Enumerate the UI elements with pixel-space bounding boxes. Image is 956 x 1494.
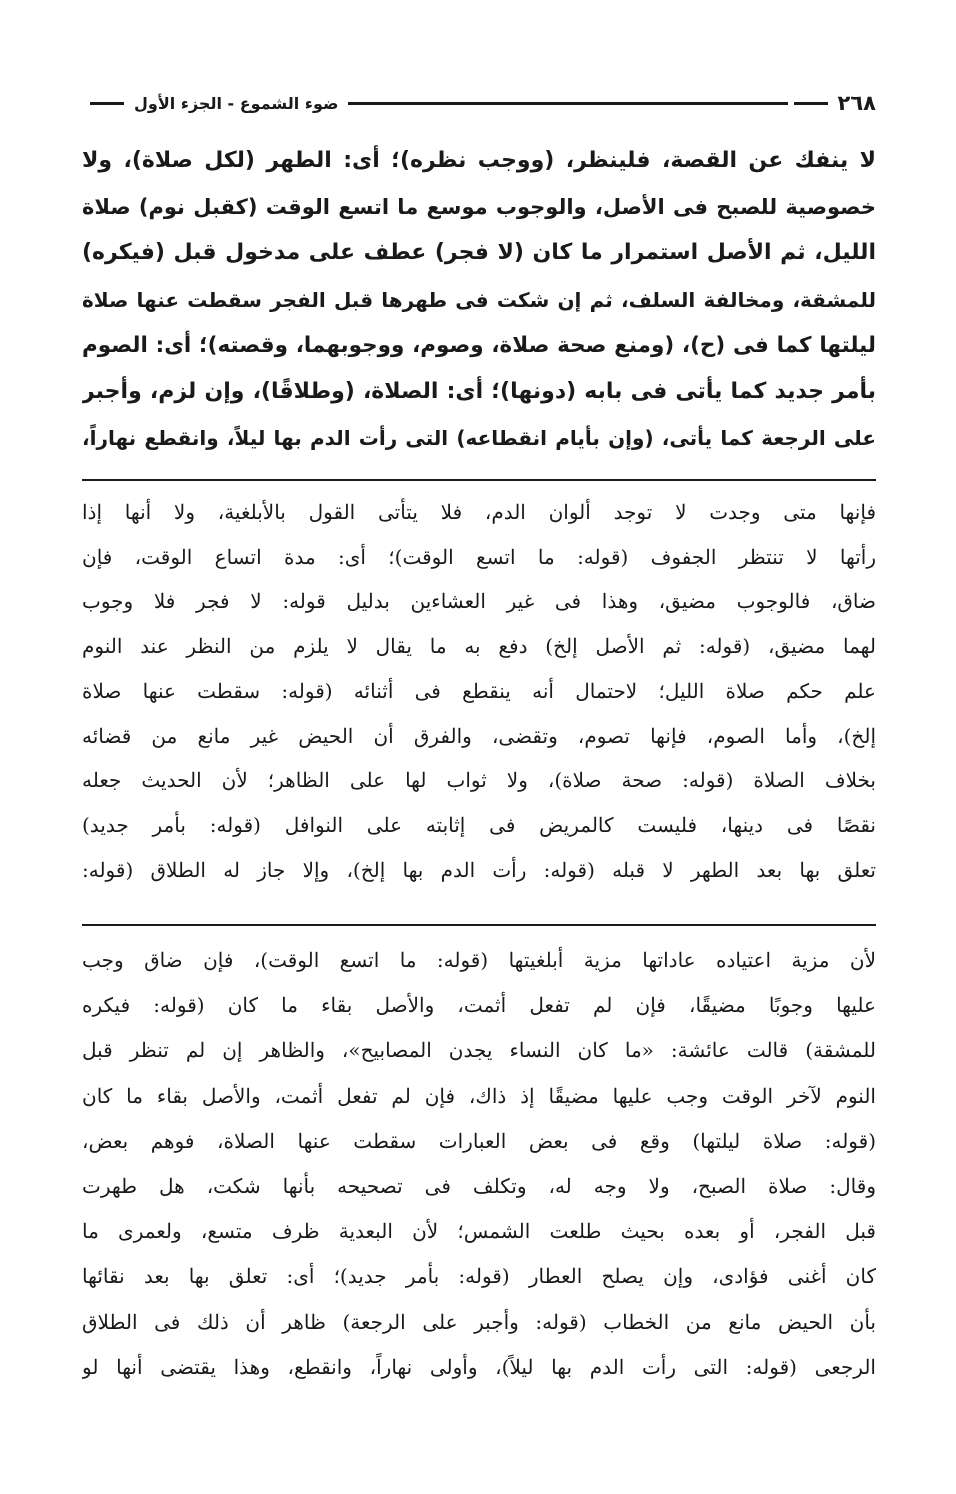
main-line: ليلتها كما فى (ح)، (ومنع صحة صلاة، وصوم، ووجوبهما، وقصته)؛ أى: الصوم: [82, 332, 876, 358]
main-line: لا ينفك عن القصة، فلينظر، (ووجب نظره)؛ أى: الطهر (لكل صلاة)، ولا: [82, 148, 876, 173]
gloss-line: الرجعى (قوله: التى رأت الدم بها ليلاً)، وأولى نهاراً، وانقطع، وهذا يقتضى أنها لو: [82, 1354, 876, 1379]
main-line: الليل، ثم الأصل استمرار ما كان (لا فجر) عطف على مدخول قبل (فيكره): [82, 240, 876, 266]
gloss-line: (قوله: صلاة ليلتها) وقع فى بعض العبارات سقطت عنها الصلاة، فوهم بعض،: [82, 1128, 876, 1153]
gloss-text: [82, 938, 876, 1390]
commentary-line: بخلاف الصلاة (قوله: صحة صلاة)، ولا ثواب لها على الظاهر؛ لأن الحديث جعله: [82, 768, 876, 793]
commentary-line: رأتها لا تنتظر الجفوف (قوله: ما اتسع الوقت)؛ أى: مدة اتساع الوقت، فإن: [82, 544, 876, 569]
main-line: على الرجعة كما يأتى، (وإن بأيام انقطاعه) التى رأت الدم بها ليلاً، وانقطع نهاراً،: [82, 426, 876, 451]
commentary-line: لهما مضيق، (قوله: ثم الأصل إلخ) دفع به ما يقال لا يلزم من النظر عند النوم: [82, 634, 876, 659]
section-divider: [82, 479, 876, 481]
header-rule: [348, 102, 787, 105]
book-title: ضوء الشموع - الجزء الأول: [134, 93, 339, 113]
gloss-line: للمشقة) قالت عائشة: «ما كان النساء يجدن المصابيح»، والظاهر إن لم تنظر قبل: [82, 1038, 876, 1063]
commentary-line: إلخ)، وأما الصوم، فإنها تصوم، وتقضى، والفرق أن الحيض غير مانع من قضائه: [82, 723, 876, 748]
gloss-line: وقال: صلاة الصبح، ولا وجه له، وتكلف فى تصحيحه بأنها شكت، هل طهرت: [82, 1174, 876, 1199]
gloss-line: عليها وجوبًا مضيقًا، فإن لم تفعل أثمت، والأصل بقاء ما كان (قوله: فيكره: [82, 993, 876, 1018]
page-number: ٢٦٨: [837, 91, 876, 115]
gloss-line: قبل الفجر، أو بعده بحيث طلعت الشمس؛ لأن البعدية ظرف متسع، ولعمرى ما: [82, 1219, 876, 1244]
commentary-line: ضاق، فالوجوب مضيق، وهذا فى غير العشاءين بدليل قوله: لا فجر فلا وجوب: [82, 589, 876, 614]
commentary-line: فإنها متى وجدت لا توجد ألوان الدم، فلا يتأتى القول بالأبلغية، ولا أنها إذا: [82, 500, 876, 524]
gloss-line: النوم لآخر الوقت وجب عليها مضيقًا إذ ذاك، فإن لم تفعل أثمت، والأصل بقاء ما كان: [82, 1083, 876, 1108]
gloss-line: كان أغنى فؤادى، وإن يصلح العطار (قوله: بأمر جديد)؛ أى: تعلق بها بعد نقائها: [82, 1264, 876, 1289]
main-text: [82, 138, 876, 461]
commentary-line: علم حكم صلاة الليل؛ لاحتمال أنه ينقطع فى أثنائه (قوله: سقطت عنها صلاة: [82, 678, 876, 703]
gloss-line: بأن الحيض مانع من الخطاب (قوله: وأجبر على الرجعة) ظاهر أن ذلك فى الطلاق: [82, 1309, 876, 1334]
main-line: للمشقة، ومخالفة السلف، ثم إن شكت فى طهرها قبل الفجر سقطت عنها صلاة: [82, 287, 876, 312]
main-line: خصوصية للصبح فى الأصل، والوجوب موسع ما اتسع الوقت (كقبل نوم) صلاة: [82, 195, 876, 220]
header-rule-end: [90, 102, 124, 105]
header-rule-short: [794, 102, 828, 105]
commentary-text: [82, 490, 876, 892]
commentary-line: تعلق بها بعد الطهر لا قبله (قوله: رأت الدم بها إلخ)، وإلا جاز له الطلاق (قوله:: [82, 857, 876, 882]
running-header: [84, 88, 876, 118]
section-divider: [82, 924, 876, 926]
commentary-line: نقصًا فى دينها، فليست كالمريض فى إثابته على النوافل (قوله: بأمر جديد): [82, 812, 876, 837]
gloss-line: لأن مزية اعتياده عاداتها مزية أبلغيتها (قوله: ما اتسع الوقت)، فإن ضاق وجب: [82, 948, 876, 972]
main-line: بأمر جديد كما يأتى فى بابه (دونها)؛ أى: الصلاة، (وطلاقًا)، وإن لزم، وأجبر: [82, 379, 876, 405]
